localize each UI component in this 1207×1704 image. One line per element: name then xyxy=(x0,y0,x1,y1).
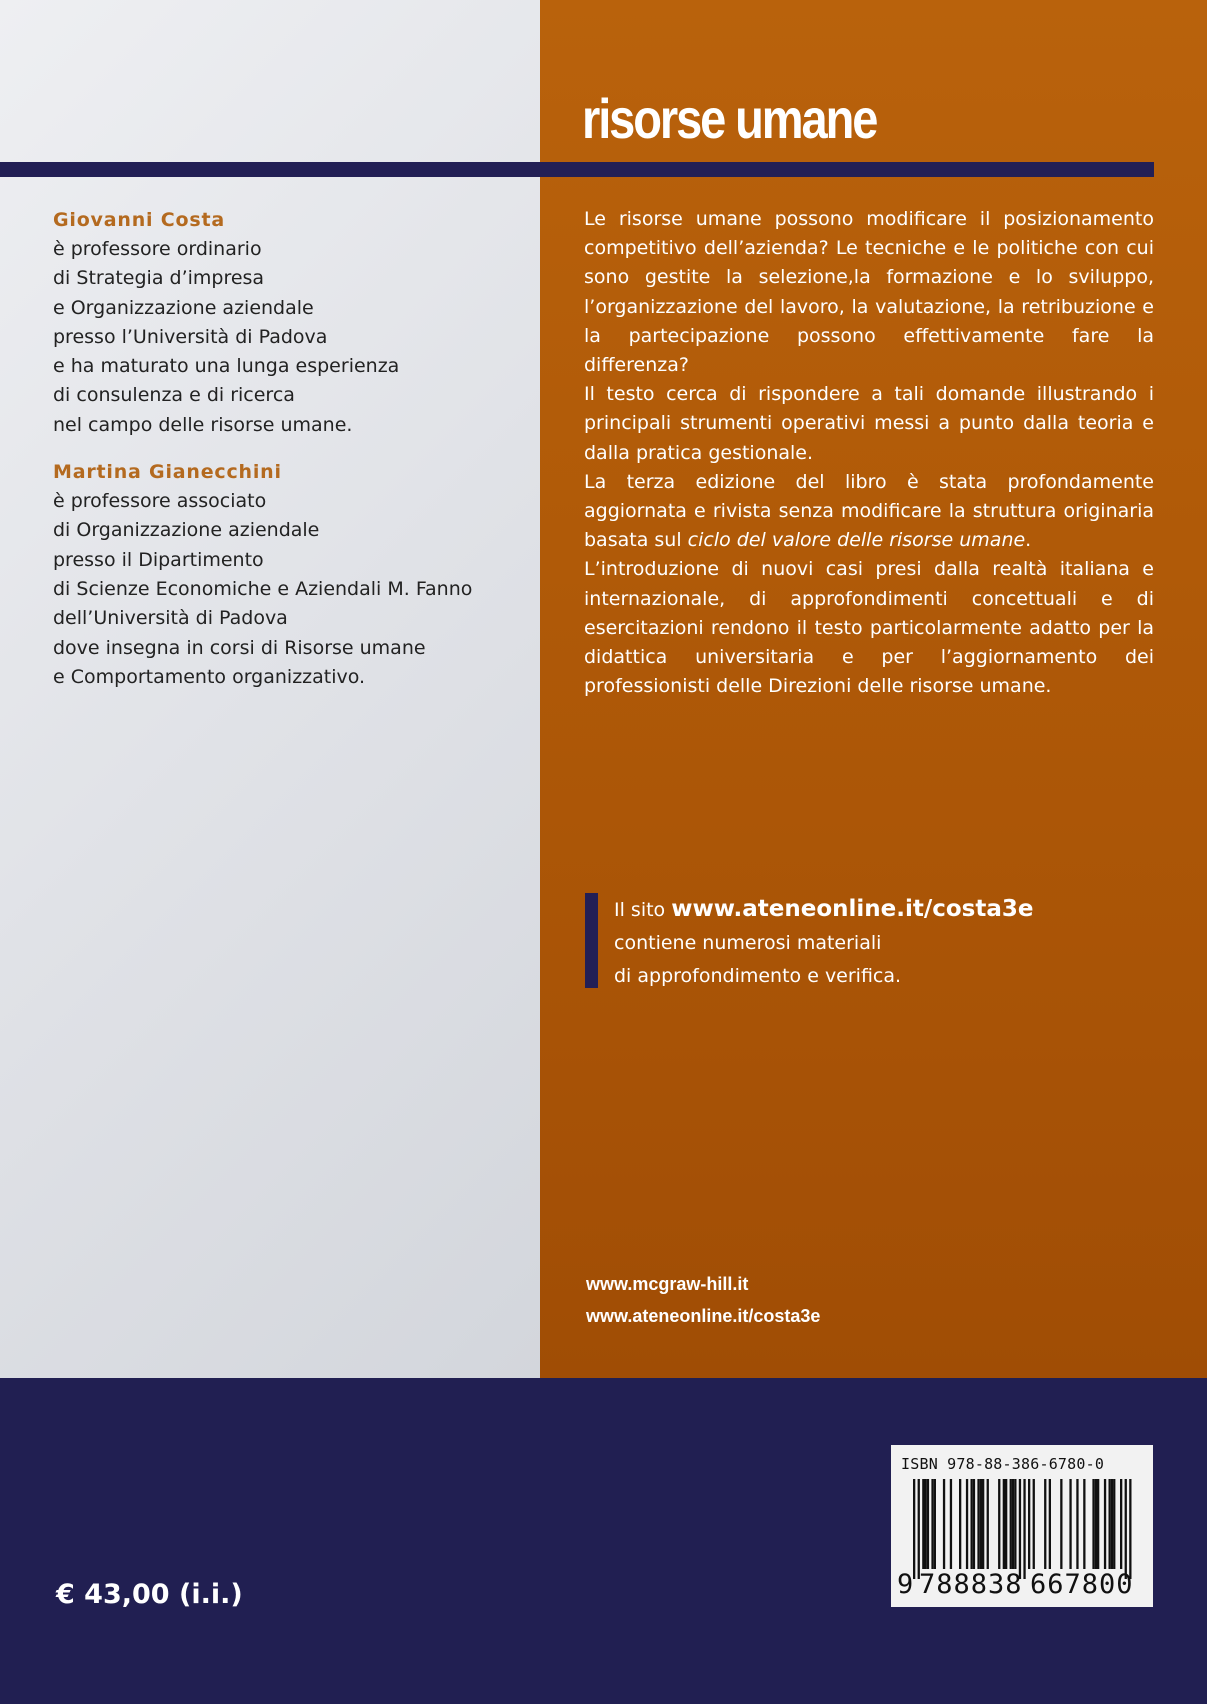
callout-text xyxy=(614,893,1034,993)
barcode-bar xyxy=(977,1479,979,1569)
barcode-bar xyxy=(913,1479,915,1579)
barcode-bar xyxy=(1069,1479,1071,1569)
website-link[interactable]: www.ateneonline.it/costa3e xyxy=(671,896,1034,922)
barcode-bar xyxy=(931,1479,933,1569)
title-rule xyxy=(0,162,1154,177)
barcode-bar xyxy=(922,1479,924,1569)
ean-digits-left: 788838 xyxy=(919,1569,1023,1600)
barcode-bar xyxy=(925,1479,927,1569)
author-bio-line: dove insegna in corsi di Risorse umane xyxy=(53,636,426,659)
barcode-bar xyxy=(1049,1479,1051,1569)
author-bio-line: e Organizzazione aziendale xyxy=(53,296,314,319)
barcode-bar xyxy=(1044,1479,1046,1569)
barcode-bar xyxy=(959,1479,961,1569)
barcode-bar xyxy=(1095,1479,1097,1569)
barcode-bar xyxy=(1003,1479,1005,1569)
description-paragraph xyxy=(584,468,1154,556)
barcode-bar xyxy=(1113,1479,1115,1569)
author-bio-line: e ha maturato una lunga esperienza xyxy=(53,355,400,378)
barcode-bar xyxy=(1028,1479,1030,1569)
authors xyxy=(53,206,523,692)
barcode-bar xyxy=(971,1479,973,1569)
author-bio-line: di Organizzazione aziendale xyxy=(53,519,320,542)
author-bio-line: nel campo delle risorse umane. xyxy=(53,413,353,436)
price-label: € 43,00 (i.i.) xyxy=(56,1579,243,1610)
description-italic: ciclo del valore delle risorse umane xyxy=(687,529,1026,552)
isbn-label: ISBN 978-88-386-6780-0 xyxy=(901,1455,1105,1473)
callout-line: contiene numerosi materiali xyxy=(614,932,882,954)
book-description xyxy=(584,205,1154,701)
author-bio-line: è professore associato xyxy=(53,490,267,513)
author-2 xyxy=(53,458,523,692)
barcode-bar xyxy=(1060,1479,1062,1569)
barcode-bar xyxy=(1005,1479,1007,1569)
author-bio-line: di Scienze Economiche e Aziendali M. Fanno xyxy=(53,577,473,600)
barcode-bar xyxy=(1097,1479,1099,1569)
barcode-bar xyxy=(973,1479,975,1569)
description-text: La terza edizione del libro è stata profondamente aggiornata e rivista senza modificare la struttura originaria basata sul xyxy=(584,470,1154,552)
author-bio-line: dell’Università di Padova xyxy=(53,607,288,630)
barcode-bar xyxy=(1104,1479,1106,1569)
barcode-bar xyxy=(1129,1479,1131,1579)
publisher-links xyxy=(586,1268,820,1332)
author-bio-line: è professore ordinario xyxy=(53,238,262,260)
barcode-bar xyxy=(1019,1479,1021,1579)
description-paragraph: Il testo cerca di rispondere a tali domande illustrando i principali strumenti operativi messi a punto dalla teoria e dalla pratica gestionale. xyxy=(584,383,1154,464)
barcode-bar xyxy=(982,1479,984,1569)
barcode-bar xyxy=(1023,1479,1025,1579)
callout-bar xyxy=(585,893,598,988)
barcode-bar xyxy=(1012,1479,1014,1569)
author-name: Martina Gianecchini xyxy=(53,461,282,484)
barcode-bar xyxy=(1111,1479,1113,1569)
barcode-bar xyxy=(1076,1479,1078,1569)
barcode-bar xyxy=(918,1479,920,1579)
author-bio-line: e Comportamento organizzativo. xyxy=(53,665,366,688)
barcode-bar xyxy=(927,1479,929,1569)
author-bio-line: presso l’Università di Padova xyxy=(53,325,328,348)
description-text: . xyxy=(1025,529,1032,552)
website-callout xyxy=(584,893,1164,988)
barcode-bar xyxy=(1109,1479,1111,1569)
barcode-bar xyxy=(1120,1479,1122,1569)
isbn-barcode xyxy=(891,1445,1153,1607)
ean-digits-right: 667800 xyxy=(1030,1569,1134,1600)
barcode-bar xyxy=(987,1479,989,1569)
author-1 xyxy=(53,206,523,440)
barcode-bar xyxy=(1014,1479,1016,1569)
author-bio-line: di Strategia d’impresa xyxy=(53,267,265,290)
book-title: risorse umane xyxy=(582,87,877,150)
author-name: Giovanni Costa xyxy=(53,209,225,231)
barcode-bar xyxy=(1010,1479,1012,1569)
barcode-bar xyxy=(934,1479,936,1569)
callout-prefix: Il sito xyxy=(614,899,672,921)
barcode-bar xyxy=(980,1479,982,1569)
barcode-bar xyxy=(966,1479,968,1569)
barcode-bar xyxy=(1083,1479,1085,1569)
ean-digit-first: 9 xyxy=(897,1569,915,1600)
barcode-bar xyxy=(950,1479,952,1569)
author-bio-line: presso il Dipartimento xyxy=(53,548,264,571)
barcode-bar xyxy=(1125,1479,1127,1579)
description-paragraph: Le risorse umane possono modificare il posizionamento competitivo dell’azienda? Le tecniche e le politiche con cui sono gestite la selezione,la formazione e lo sviluppo, l’organizzazione del lavoro, la valutazione, la retribuzione e la partecipazione possono effettivamente fare la differenza? xyxy=(584,208,1154,377)
callout-line: di approfondimento e verifica. xyxy=(614,965,902,987)
publisher-link[interactable]: www.ateneonline.it/costa3e xyxy=(586,1306,821,1326)
barcode-bar xyxy=(998,1479,1000,1569)
author-bio-line: di consulenza e di ricerca xyxy=(53,384,295,407)
barcode-bar xyxy=(1033,1479,1035,1569)
publisher-link[interactable]: www.mcgraw-hill.it xyxy=(586,1274,749,1294)
description-paragraph: L’introduzione di nuovi casi presi dalla realtà italiana e internazionale, di approfondimenti concettuali e di esercitazioni rendono il testo particolarmente adatto per la didattica universitaria e per l’aggiornamento dei professionisti delle Direzioni delle risorse umane. xyxy=(584,558,1154,698)
barcode-bar xyxy=(1092,1479,1094,1569)
barcode-bar xyxy=(943,1479,945,1569)
